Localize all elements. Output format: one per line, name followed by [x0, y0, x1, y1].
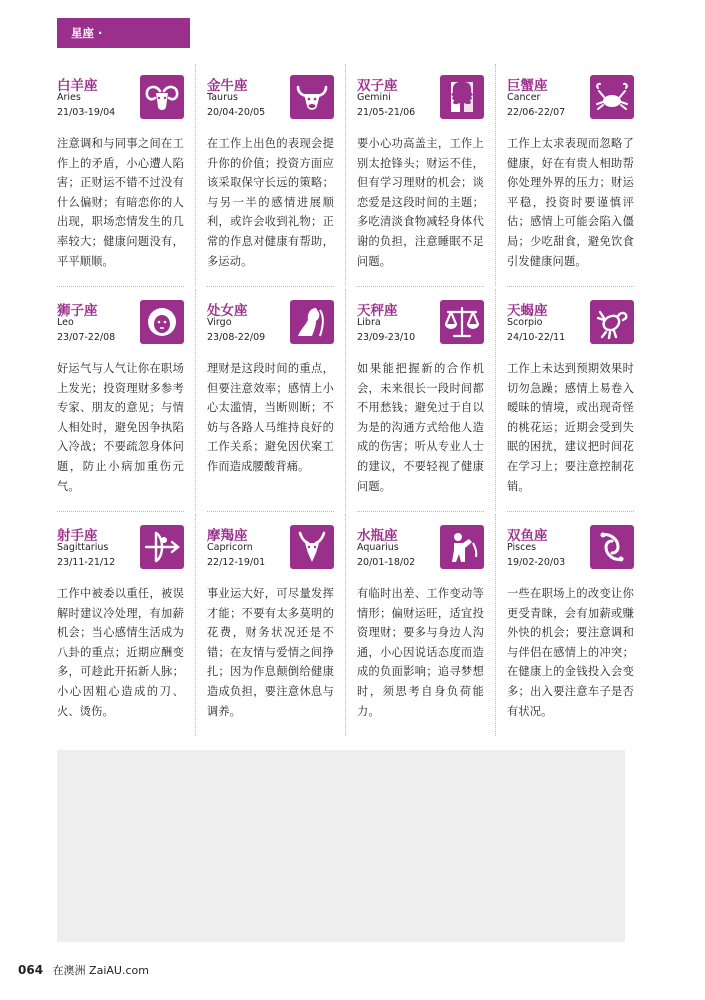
- sign-card-gemini: [357, 64, 484, 286]
- horoscope-row: [57, 64, 634, 286]
- sign-card-pisces: [507, 514, 634, 736]
- sign-dates: 22/12-19/01: [207, 557, 266, 568]
- sign-dates: 23/09-23/10: [357, 332, 416, 343]
- row-divider: [207, 286, 334, 287]
- footer-brand: 在澳洲 ZaiAU.com: [52, 964, 149, 977]
- sign-name-en: Leo: [57, 317, 74, 328]
- horoscope-row: [57, 514, 634, 736]
- archer-icon: [140, 525, 184, 569]
- sign-name-cn: 水瓶座: [357, 528, 398, 544]
- water-bearer-icon: [440, 525, 484, 569]
- sign-name-en: Virgo: [207, 317, 232, 328]
- sign-dates: 19/02-20/03: [507, 557, 566, 568]
- sign-name-cn: 射手座: [57, 528, 98, 544]
- page-footer: [18, 962, 149, 978]
- section-title: 星座 · HOROSCOPES: [71, 26, 161, 70]
- column-divider: [345, 289, 346, 511]
- row-divider: [507, 511, 634, 512]
- sign-card-taurus: [207, 64, 334, 286]
- advertisement-placeholder: [57, 750, 625, 942]
- lion-icon: [140, 300, 184, 344]
- ram-icon: [140, 75, 184, 119]
- section-header-tab: [57, 18, 190, 70]
- sign-name-cn: 双鱼座: [507, 528, 548, 544]
- bull-icon: [290, 75, 334, 119]
- column-divider: [495, 289, 496, 511]
- fish-icon: [590, 525, 634, 569]
- sign-name-cn: 巨蟹座: [507, 78, 548, 94]
- row-divider: [57, 511, 184, 512]
- row-divider: [57, 286, 184, 287]
- sign-name-en: Aries: [57, 92, 81, 103]
- sign-card-aries: [57, 64, 184, 286]
- column-divider: [195, 64, 196, 286]
- row-divider: [207, 511, 334, 512]
- sign-card-libra: [357, 289, 484, 511]
- sign-name-cn: 狮子座: [57, 303, 98, 319]
- sign-description: 注意调和与同事之间在工作上的矛盾，小心遭人陷害；正财运不错不过没有什么偏财；有暗恋你的人出现，职场恋情发生的几率较大；健康问题没有，平平顺顺。: [57, 137, 184, 268]
- sign-name-en: Libra: [357, 317, 381, 328]
- sign-description: 工作上未达到预期效果时切勿急躁；感情上易卷入暧昧的情境，或出现奇怪的桃花运；近期会受到失眠的困扰，建议把时间花在学习上；要注意控制花销。: [507, 362, 634, 493]
- sign-name-en: Gemini: [357, 92, 391, 103]
- sign-description: 好运气与人气让你在职场上发光；投资理财多参考专家、朋友的意见；与情人相处时，避免因争执陷入冷战；不要疏忽身体问题，防止小病加重伤元气。: [57, 362, 184, 493]
- sign-card-scorpio: [507, 289, 634, 511]
- sign-dates: 20/04-20/05: [207, 107, 266, 118]
- sign-name-en: Sagittarius: [57, 542, 109, 553]
- sign-name-en: Aquarius: [357, 542, 399, 553]
- column-divider: [345, 64, 346, 286]
- sign-name-cn: 双子座: [357, 78, 398, 94]
- sign-dates: 23/07-22/08: [57, 332, 116, 343]
- row-divider: [357, 286, 484, 287]
- sign-name-en: Pisces: [507, 542, 537, 553]
- sign-dates: 23/11-21/12: [57, 557, 116, 568]
- sign-dates: 20/01-18/02: [357, 557, 416, 568]
- sign-name-en: Cancer: [507, 92, 541, 103]
- sign-name-cn: 天秤座: [357, 303, 398, 319]
- sign-description: 工作中被委以重任，被误解时建议冷处理，有加薪机会；当心感情生活成为八卦的重点；近期应酬变多，可趁此开拓新人脉；小心因粗心造成的刀、火、烫伤。: [57, 587, 184, 718]
- sign-name-en: Capricorn: [207, 542, 253, 553]
- sign-name-cn: 天蝎座: [507, 303, 548, 319]
- goat-icon: [290, 525, 334, 569]
- sign-card-virgo: [207, 289, 334, 511]
- row-divider: [357, 511, 484, 512]
- sign-card-leo: [57, 289, 184, 511]
- sign-card-cancer: [507, 64, 634, 286]
- sign-name-cn: 金牛座: [207, 78, 248, 94]
- sign-name-en: Scorpio: [507, 317, 543, 328]
- sign-name-cn: 白羊座: [57, 78, 98, 94]
- maiden-icon: [290, 300, 334, 344]
- sign-description: 工作上太求表现而忽略了健康，好在有贵人相助帮你处理外界的压力；财运平稳，投资时要谨慎评估；感情上可能会陷入僵局；少吃甜食，避免饮食引发健康问题。: [507, 137, 634, 268]
- sign-card-capricorn: [207, 514, 334, 736]
- sign-description: 一些在职场上的改变让你更受青睐，会有加薪或赚外快的机会；要注意调和与伴侣在感情上的冲突；在健康上的金钱投入会变多；出入要注意车子是否有状况。: [507, 587, 634, 718]
- sign-dates: 24/10-22/11: [507, 332, 566, 343]
- sign-description: 要小心功高盖主，工作上别太抢锋头；财运不佳，但有学习理财的机会；谈恋爱是这段时间的主题；多吃清淡食物减轻身体代谢的负担，注意睡眠不足问题。: [357, 137, 484, 268]
- column-divider: [195, 514, 196, 736]
- sign-name-cn: 摩羯座: [207, 528, 248, 544]
- crab-icon: [590, 75, 634, 119]
- column-divider: [195, 289, 196, 511]
- sign-name-cn: 处女座: [207, 303, 248, 319]
- scorpion-icon: [590, 300, 634, 344]
- scales-icon: [440, 300, 484, 344]
- sign-card-sagittarius: [57, 514, 184, 736]
- page-number: 064: [18, 963, 44, 977]
- twins-icon: [440, 75, 484, 119]
- horoscope-grid: [57, 64, 634, 736]
- sign-description: 事业运大好，可尽量发挥才能；不要有太多莫明的花费，财务状况还是不错；在友情与爱情之间挣扎；因为作息颠倒给健康造成负担，要注意休息与调养。: [207, 587, 334, 718]
- sign-dates: 21/03-19/04: [57, 107, 116, 118]
- horoscope-row: [57, 289, 634, 511]
- column-divider: [345, 514, 346, 736]
- sign-dates: 21/05-21/06: [357, 107, 416, 118]
- sign-description: 如果能把握新的合作机会，未来很长一段时间都不用愁钱；避免过于自以为是的沟通方式给他人造成的伤害；听从专业人士的建议，不要轻视了健康问题。: [357, 362, 484, 493]
- column-divider: [495, 64, 496, 286]
- sign-description: 理财是这段时间的重点，但要注意效率；感情上小心太滥情，当断则断；不妨与各路人马维持良好的工作关系；避免因伏案工作而造成腰酸背痛。: [207, 362, 334, 473]
- sign-description: 有临时出差、工作变动等情形；偏财运旺，适宜投资理财；要多与身边人沟通，小心因说话态度而造成的负面影响；追寻梦想时，须思考自身负荷能力。: [357, 587, 484, 718]
- sign-card-aquarius: [357, 514, 484, 736]
- column-divider: [495, 514, 496, 736]
- sign-name-en: Taurus: [207, 92, 238, 103]
- row-divider: [507, 286, 634, 287]
- sign-dates: 23/08-22/09: [207, 332, 266, 343]
- sign-description: 在工作上出色的表现会提升你的价值；投资方面应该采取保守长远的策略；与另一半的感情进展顺利，或许会收到礼物；正常的作息对健康有帮助，多运动。: [207, 137, 334, 268]
- sign-dates: 22/06-22/07: [507, 107, 566, 118]
